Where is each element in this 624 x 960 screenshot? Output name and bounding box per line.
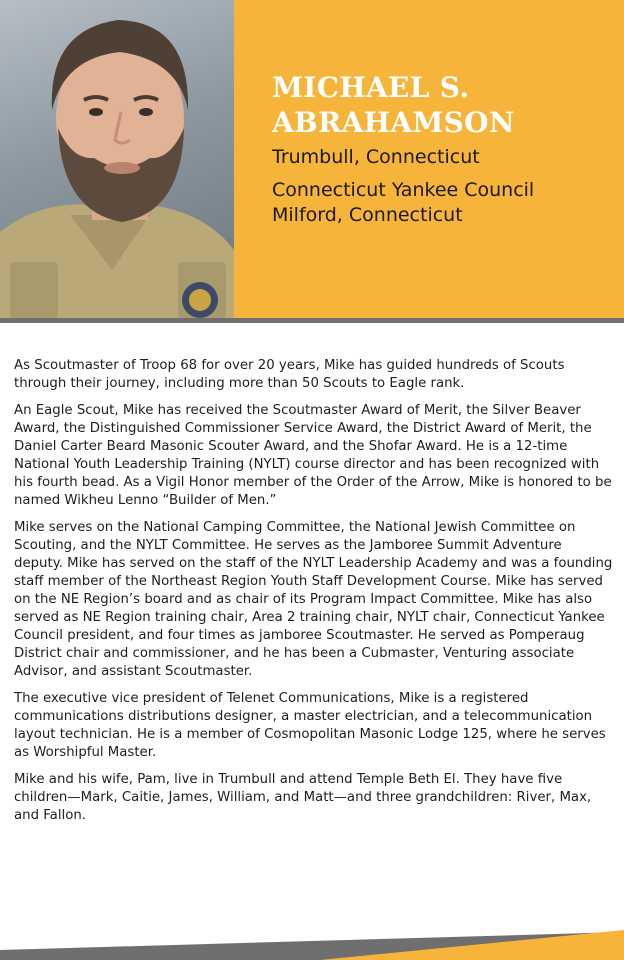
portrait-illustration <box>0 0 234 318</box>
bio-paragraph: As Scoutmaster of Troop 68 for over 20 years, Mike has guided hundreds of Scouts through their journey, including more than 50 Scouts to Eagle rank. <box>14 358 565 391</box>
bio-paragraph: Mike and his wife, Pam, live in Trumbull and attend Temple Beth El. They have five children—Mark, Caitie, James, William, and Matt—and three grandchildren: River, Max, and Fallon. <box>14 772 592 823</box>
bio-paragraph: An Eagle Scout, Mike has received the Scoutmaster Award of Merit, the Silver Beaver Award, the Distinguished Commissioner Service Award, the District Award of Merit, the Daniel Carter Beard Masonic Scouter Award, and the Shofar Award. He is a 12-time National Youth Leadership Training (NYLT) course director and has been recognized with his fourth bead. As a Vigil Honor member of the Order of the Arrow, Mike is honored to be named Wikheu Lenno “Builder of Men.” <box>14 403 612 508</box>
council-city: Milford, Connecticut <box>272 204 463 226</box>
person-name: MICHAEL S. ABRAHAMSON <box>272 71 515 139</box>
footer-stripes <box>0 910 624 960</box>
header-banner <box>0 0 624 318</box>
bio-paragraph: The executive vice president of Telenet Communications, Mike is a registered communications distributions designer, a master electrician, and a telecommunication layout technician. He is a member of Cosmopolitan Masonic Lodge 125, where he serves as Worshipful Master. <box>14 691 606 760</box>
bio-paragraph: Mike serves on the National Camping Committee, the National Jewish Committee on Scouting, and the NYLT Committee. He serves as the Jamboree Summit Adventure deputy. Mike has served on the staff of the NYLT Leadership Academy and was a founding staff member of the Northeast Region Youth Staff Development Course. Mike has served on the NE Region’s board and as chair of its Program Impact Committee. Mike has also served as NE Region training chair, Area 2 training chair, NYLT chair, Connecticut Yankee Council president, and four times as jamboree Scoutmaster. He served as Pomperaug District chair and commissioner, and he has been a Cubmaster, Venturing associate Advisor, and assistant Scoutmaster. <box>14 520 613 679</box>
header-divider <box>0 318 624 323</box>
hometown: Trumbull, Connecticut <box>272 146 480 168</box>
portrait-photo <box>0 0 234 318</box>
council-name: Connecticut Yankee Council <box>272 179 535 201</box>
biography <box>14 357 614 834</box>
